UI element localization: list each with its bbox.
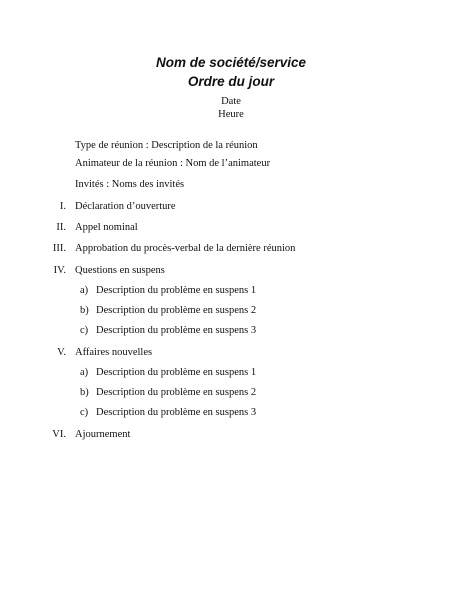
- meeting-facilitator: Animateur de la réunion : Nom de l’animateur: [75, 158, 271, 169]
- meeting-time: Heure: [218, 109, 244, 120]
- agenda-subitem-text: Description du problème en suspens 1: [96, 367, 257, 378]
- agenda-item-number: IV.: [53, 265, 66, 276]
- agenda-item-number: III.: [52, 243, 66, 254]
- agenda-subitem-letter: c): [80, 407, 89, 418]
- meeting-date: Date: [221, 96, 241, 107]
- agenda-subitem-letter: a): [80, 285, 89, 296]
- company-name: Nom de société/service: [155, 55, 307, 70]
- agenda-item-label: Ajournement: [75, 429, 131, 440]
- agenda-item-number: II.: [56, 222, 66, 233]
- agenda-item-label: Approbation du procès-verbal de la dernière réunion: [75, 243, 296, 254]
- agenda-subitem-text: Description du problème en suspens 3: [96, 407, 257, 418]
- agenda-item-label: Questions en suspens: [75, 265, 165, 276]
- agenda-item-label: Appel nominal: [75, 222, 138, 233]
- agenda-subitem-letter: b): [80, 305, 89, 316]
- agenda-item-label: Affaires nouvelles: [75, 347, 153, 358]
- agenda-item-number: VI.: [52, 429, 66, 440]
- agenda-subitem-text: Description du problème en suspens 2: [96, 305, 257, 316]
- agenda-subitem-letter: a): [80, 367, 89, 378]
- agenda-title: Ordre du jour: [187, 74, 275, 89]
- agenda-subitem-text: Description du problème en suspens 2: [96, 387, 257, 398]
- agenda-subitem-letter: b): [80, 387, 89, 398]
- agenda-subitem-letter: c): [80, 325, 89, 336]
- meeting-invitees: Invités : Noms des invités: [75, 179, 185, 190]
- agenda-item-number: I.: [59, 201, 66, 212]
- agenda-item-label: Déclaration d’ouverture: [75, 201, 176, 212]
- agenda-subitem-text: Description du problème en suspens 1: [96, 285, 257, 296]
- meeting-type: Type de réunion : Description de la réunion: [75, 140, 258, 151]
- agenda-item-number: V.: [57, 347, 66, 358]
- agenda-subitem-text: Description du problème en suspens 3: [96, 325, 257, 336]
